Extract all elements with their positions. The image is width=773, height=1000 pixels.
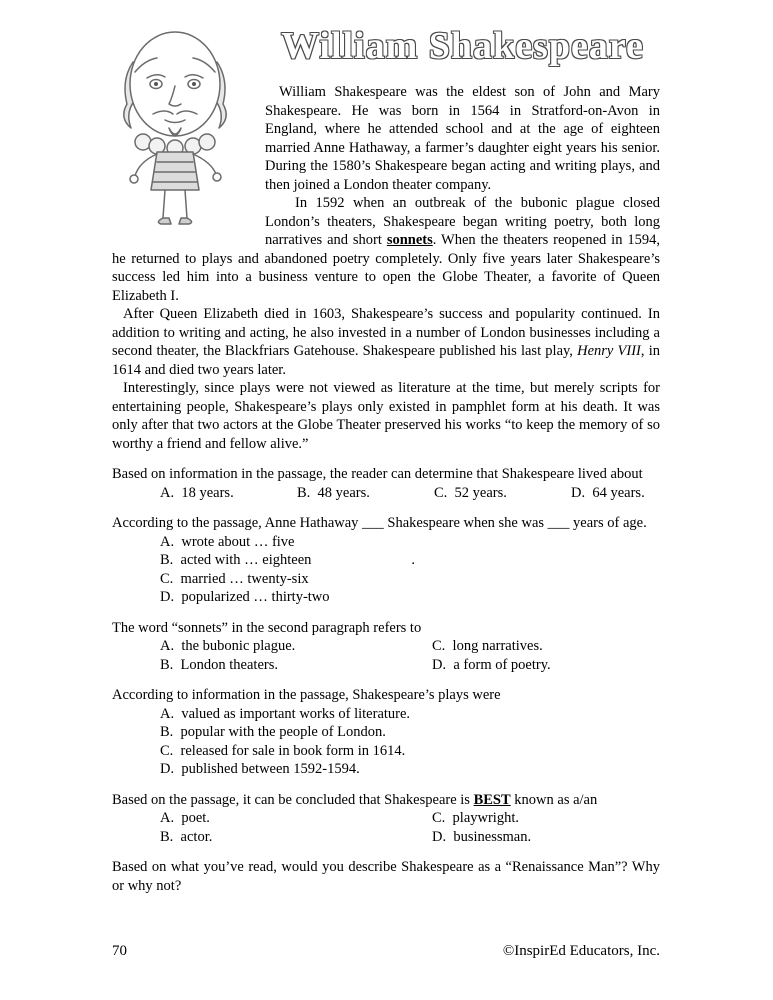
question-5-stem: [112, 791, 660, 810]
question-2-option-b-text: B. acted with … eighteen: [160, 552, 312, 568]
question-5: [112, 791, 660, 847]
passage-p2-text-continued: . When the theaters reopened in 1594, he returned to plays and abandoned poetry completely. Only five years later Shakespeare’s success led him into a business venture to open the Globe Theater, a favorite of Queen Elizabeth I.: [112, 232, 660, 304]
shakespeare-drawing-icon: [95, 22, 255, 234]
page-number: 70: [112, 942, 127, 959]
emphasis-best: BEST: [473, 791, 511, 808]
play-title-henry-viii: Henry VIII: [577, 343, 641, 359]
question-3-option-a: A. the bubonic plague.: [160, 638, 296, 654]
question-4-option-c: C. released for sale in book form in 1614.: [160, 742, 406, 759]
question-3-stem: The word “sonnets” in the second paragraph refers to: [112, 619, 422, 636]
question-2-option-c: C. married … twenty-six: [160, 570, 309, 587]
question-1-option-a: A. 18 years.: [160, 484, 234, 501]
question-2-option-d: D. popularized … thirty-two: [160, 589, 330, 605]
stray-period: .: [411, 552, 416, 568]
question-1-option-c: C. 52 years.: [434, 484, 507, 501]
question-4-option-d: D. published between 1592-1594.: [160, 761, 360, 777]
question-4-stem: According to information in the passage, Shakespeare’s plays were: [112, 687, 501, 703]
question-5-option-b: B. actor.: [160, 828, 213, 845]
passage-p3-text-continued: , in 1614 and died two years later.: [112, 343, 660, 378]
question-5-options: [160, 809, 660, 846]
question-6-stem: Based on what you’ve read, would you describe Shakespeare as a “Renaissance Man”? Why or why not?: [112, 859, 660, 894]
question-3-option-b: B. London theaters.: [160, 656, 278, 673]
question-5-stem-text: Based on the passage, it can be concluded that Shakespeare is: [112, 791, 474, 808]
passage-paragraph-4: Interestingly, since plays were not viewed as literature at the time, but merely scripts for entertaining people, Shakespeare’s plays only existed in pamphlet form at his death. It was only after that two actors at the Globe Theater preserved his works “to keep the memory of so worthy a friend and fellow alive.”: [112, 380, 660, 452]
question-1: [112, 465, 660, 502]
question-5-option-c: C. playwright.: [432, 810, 519, 826]
question-5-stem-text-continued: known as a/an: [510, 791, 598, 808]
passage-p2-text: In 1592 when an outbreak of the bubonic plague closed London’s theaters, Shakespeare began writing poetry, both long narratives and short: [265, 195, 660, 248]
page-title: William Shakespeare: [281, 25, 644, 67]
question-3-option-d: D. a form of poetry.: [432, 656, 551, 673]
question-1-option-b: B. 48 years.: [297, 484, 370, 501]
question-4-options: [160, 705, 660, 779]
question-3: [112, 619, 660, 675]
passage-paragraph-3: [112, 305, 660, 379]
question-3-option-c: C. long narratives.: [432, 638, 543, 654]
question-2-options: [160, 533, 660, 607]
question-5-option-a: A. poet.: [160, 810, 210, 826]
shakespeare-caricature-illustration: [95, 22, 255, 234]
question-4-option-b: B. popular with the people of London.: [160, 724, 386, 740]
question-5-option-d: D. businessman.: [432, 828, 532, 845]
question-1-options: [160, 484, 660, 503]
page-footer: [112, 942, 660, 961]
question-1-stem: Based on information in the passage, the reader can determine that Shakespeare lived about: [112, 466, 643, 482]
question-4: [112, 686, 660, 779]
question-6: [112, 858, 660, 895]
question-2: [112, 514, 660, 607]
question-4-option-a: A. valued as important works of literature.: [160, 705, 411, 722]
question-2-option-a: A. wrote about … five: [160, 533, 295, 550]
copyright-notice: ©InspirEd Educators, Inc.: [502, 942, 660, 959]
question-3-options: [160, 637, 660, 674]
question-2-option-b: [160, 551, 660, 570]
term-sonnets: sonnets: [386, 232, 433, 248]
question-2-stem: According to the passage, Anne Hathaway ___ Shakespeare when she was ___ years of age.: [112, 515, 647, 531]
passage-p3-text: After Queen Elizabeth died in 1603, Shakespeare’s success and popularity continued. In addition to writing and acting, he also invested in a number of London businesses including a second theater, the Blackfriars Gatehouse. Shakespeare published his last play,: [112, 306, 660, 359]
question-1-option-d: D. 64 years.: [571, 484, 645, 501]
passage-paragraph-1: William Shakespeare was the eldest son of John and Mary Shakespeare. He was born in 1564 in Stratford-on-Avon in England, where he attended school and at the age of eighteen married Anne Hathaway, a farmer’s daughter eight years his senior. During the 1580’s Shakespeare began acting and writing plays, and then joined a London theater company.: [265, 84, 660, 193]
